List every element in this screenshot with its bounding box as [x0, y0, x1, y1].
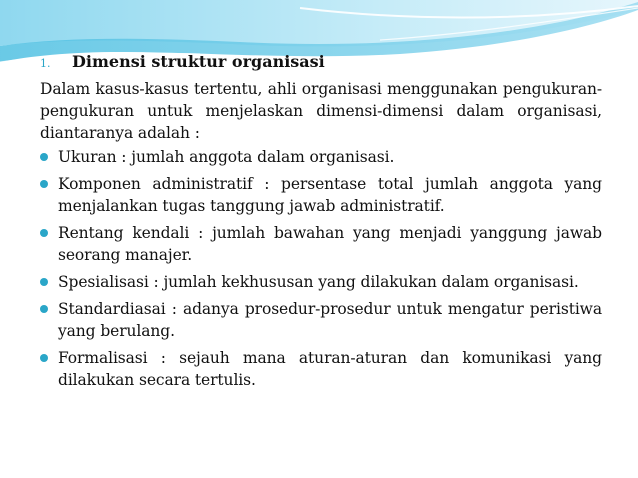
list-item-text: Formalisasi : sejauh mana aturan-aturan dan komunikasi yang dilakukan secara tertulis.	[58, 349, 602, 389]
bullet-icon	[40, 229, 48, 237]
bullet-icon	[40, 153, 48, 161]
list-item-text: Standardiasai : adanya prosedur-prosedur untuk mengatur peristiwa yang berulang.	[58, 300, 602, 340]
list-item	[40, 146, 602, 168]
list-item	[40, 271, 602, 293]
list-item	[40, 347, 602, 391]
dimension-list	[40, 146, 602, 391]
section-title: Dimensi struktur organisasi	[72, 52, 325, 71]
bullet-icon	[40, 180, 48, 188]
intro-paragraph: Dalam kasus-kasus tertentu, ahli organisasi menggunakan pengukuran-pengukuran untuk menjelaskan dimensi-dimensi dalam organisasi, diantaranya adalah :	[40, 80, 602, 142]
list-item	[40, 298, 602, 342]
list-item-text: Komponen administratif : persentase total jumlah anggota yang menjalankan tugas tanggung jawab administratif.	[58, 175, 602, 215]
list-item-text: Rentang kendali : jumlah bawahan yang menjadi yanggung jawab seorang manajer.	[58, 224, 602, 264]
list-item	[40, 173, 602, 217]
slide-content	[40, 52, 602, 396]
section-heading	[40, 52, 602, 71]
section-number: 1.	[40, 57, 51, 70]
list-item-text: Spesialisasi : jumlah kekhususan yang dilakukan dalam organisasi.	[58, 273, 579, 291]
bullet-icon	[40, 278, 48, 286]
list-item	[40, 222, 602, 266]
bullet-icon	[40, 305, 48, 313]
list-item-text: Ukuran : jumlah anggota dalam organisasi.	[58, 148, 395, 166]
bullet-icon	[40, 354, 48, 362]
